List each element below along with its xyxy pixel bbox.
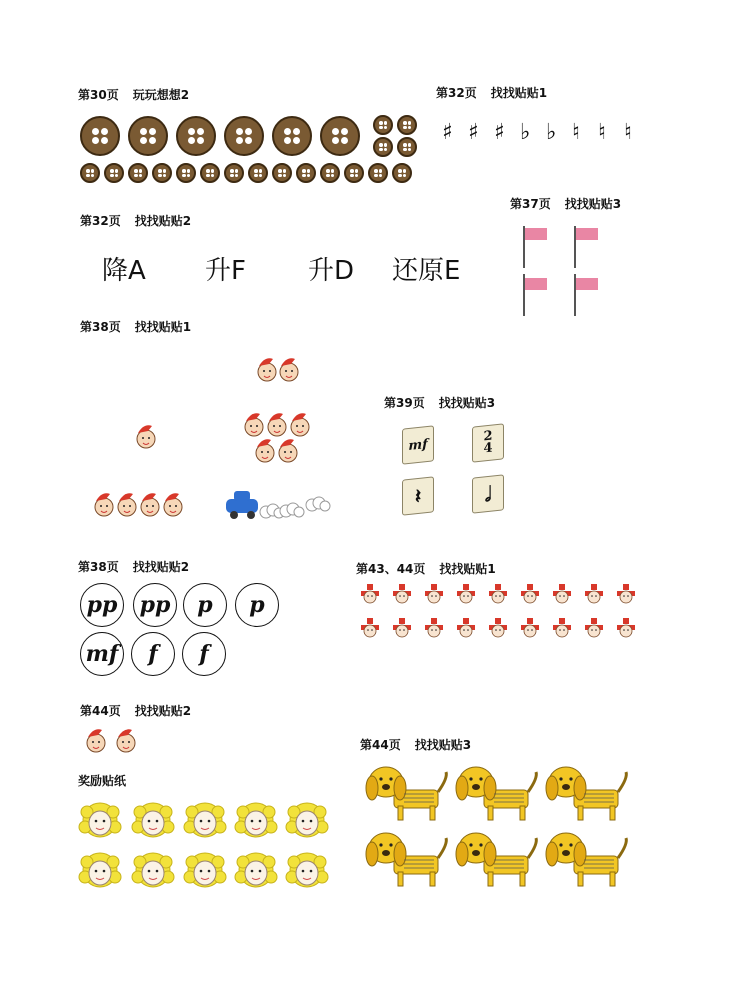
dynamic-marking: p [235,583,279,627]
dog-icon [546,833,626,886]
curly-hair-face-icon [184,853,226,887]
p44-2-stickers [82,725,152,757]
section-label-p39-3 [384,394,495,411]
boy-face-icon [258,358,276,381]
small-buttons-grid [373,115,419,157]
button-icon [80,163,100,183]
page-number: 第38页 [80,320,121,334]
curly-hair-face-icon [184,803,226,837]
button-icon [176,116,216,156]
button-icon [373,115,393,135]
button-icon [397,137,417,157]
note-name: 升D [308,256,355,286]
button-icon [200,163,220,183]
button-icon [80,116,120,156]
page-number: 第37页 [510,197,551,211]
section-title: 找找贴贴2 [132,560,190,574]
character-icon [425,618,443,637]
page-number: 第32页 [436,86,477,100]
button-icon [397,115,417,135]
time-signature-bottom: 4 [483,440,493,457]
character-icon [585,584,603,603]
button-icon [320,163,340,183]
button-icon [368,163,388,183]
character-icon [393,584,411,603]
flag-icon [524,274,547,316]
curly-hair-face-icon [235,853,277,887]
dog-icon [456,767,536,820]
button-icon [296,163,316,183]
character-icon [457,584,475,603]
curly-hair-face-icon [79,853,121,887]
boy-face-icon [117,729,135,752]
character-icon [393,618,411,637]
character-icon [617,584,635,603]
dynamic-marking: p [183,583,227,627]
cloud-icon [280,503,304,517]
character-icon [489,584,507,603]
note-name: 升F [205,256,246,286]
boy-face-icon [118,493,136,516]
curly-hair-face-icon [132,803,174,837]
dynamic-marking: f [131,632,175,676]
character-icon [553,584,571,603]
reward-stickers [76,796,336,896]
dog-icon [366,767,446,820]
section-title: 找找贴贴3 [564,197,622,211]
car-icon [226,491,258,519]
page-number: 第32页 [80,214,121,228]
curly-hair-face-icon [235,803,277,837]
dynamic-marking: pp [80,583,124,627]
flat-symbol: ♭ [520,120,531,145]
big-buttons-row [80,116,368,156]
character-icon [553,618,571,637]
character-icon [361,618,379,637]
section-label-p32-1 [436,84,547,101]
button-icon [224,116,264,156]
character-icon [457,618,475,637]
section-label-p30 [78,86,189,103]
sharp-symbol: ♯ [468,120,479,145]
character-icon [521,618,539,637]
mf-card: mf [402,425,434,464]
curly-hair-face-icon [286,853,328,887]
page-number: 第39页 [384,396,425,410]
button-icon [344,163,364,183]
section-title: 找找贴贴1 [439,562,496,576]
boy-face-icon [164,493,182,516]
character-icon [489,618,507,637]
boy-face-icon [87,729,105,752]
section-title: 奖励贴纸 [78,774,127,788]
time-signature-card [472,423,504,462]
natural-symbol: ♮ [572,120,580,145]
button-icon [128,163,148,183]
button-icon [224,163,244,183]
small-buttons-row [80,163,412,183]
curly-hair-face-icon [79,803,121,837]
sharp-symbol: ♯ [494,120,505,145]
page-number: 第43、44页 [356,562,426,576]
section-title: 找找贴贴3 [438,396,496,410]
time-signature-top: 2 [483,428,493,445]
note-name: 还原E [392,256,461,286]
page-number: 第44页 [80,704,121,718]
character-icon [585,618,603,637]
flat-symbol: ♭ [546,120,557,145]
section-label-p32-2 [80,212,191,229]
section-label-p38-1 [80,318,191,335]
section-label-p44-3 [360,736,471,753]
section-title: 找找贴贴3 [414,738,472,752]
dog-icon [546,767,626,820]
dynamic-marking: f [182,632,226,676]
dog-icon [456,833,536,886]
dynamic-marking: mf [80,632,124,676]
flags-group [515,222,615,322]
page-number: 第30页 [78,88,119,102]
boy-face-icon [291,413,309,436]
dog-stickers [360,760,640,900]
p38-stickers [90,345,350,525]
cloud-icon [306,497,330,511]
button-icon [128,116,168,156]
button-icon [176,163,196,183]
natural-symbol: ♮ [598,120,606,145]
flag-icon [575,226,598,268]
boy-face-icon [256,439,274,462]
section-title: 找找贴贴1 [490,86,548,100]
boy-face-icon [141,493,159,516]
flag-icon [524,226,547,268]
flag-icon [575,274,598,316]
button-icon [272,163,292,183]
rest-card: 𝄽 [402,476,434,515]
curly-hair-face-icon [286,803,328,837]
character-icon [361,584,379,603]
boy-face-icon [279,439,297,462]
section-title: 找找贴贴1 [134,320,192,334]
page-number: 第44页 [360,738,401,752]
dog-icon [366,833,446,886]
natural-symbol: ♮ [624,120,632,145]
boy-face-icon [95,493,113,516]
section-label-p43-1 [356,560,496,577]
button-icon [152,163,172,183]
button-icon [104,163,124,183]
boy-face-icon [137,425,155,448]
button-icon [392,163,412,183]
note-name: 降A [102,256,146,286]
section-title: 找找贴贴2 [134,214,192,228]
dynamic-marking: pp [133,583,177,627]
character-icon [425,584,443,603]
section-title: 玩玩想想2 [132,88,190,102]
section-label-p37-3 [510,195,621,212]
boy-face-icon [268,413,286,436]
section-title: 找找贴贴2 [134,704,192,718]
sharp-symbol: ♯ [442,120,453,145]
curly-hair-face-icon [132,853,174,887]
character-icon [617,618,635,637]
character-icon [521,584,539,603]
section-label-reward [78,772,126,789]
page-number: 第38页 [78,560,119,574]
section-label-p44-2 [80,702,191,719]
button-icon [248,163,268,183]
character-stickers [356,578,646,648]
boy-face-icon [245,413,263,436]
button-icon [320,116,360,156]
button-icon [373,137,393,157]
boy-face-icon [280,358,298,381]
section-label-p38-2 [78,558,189,575]
half-note-card: 𝅗𝅥 [472,474,504,513]
button-icon [272,116,312,156]
